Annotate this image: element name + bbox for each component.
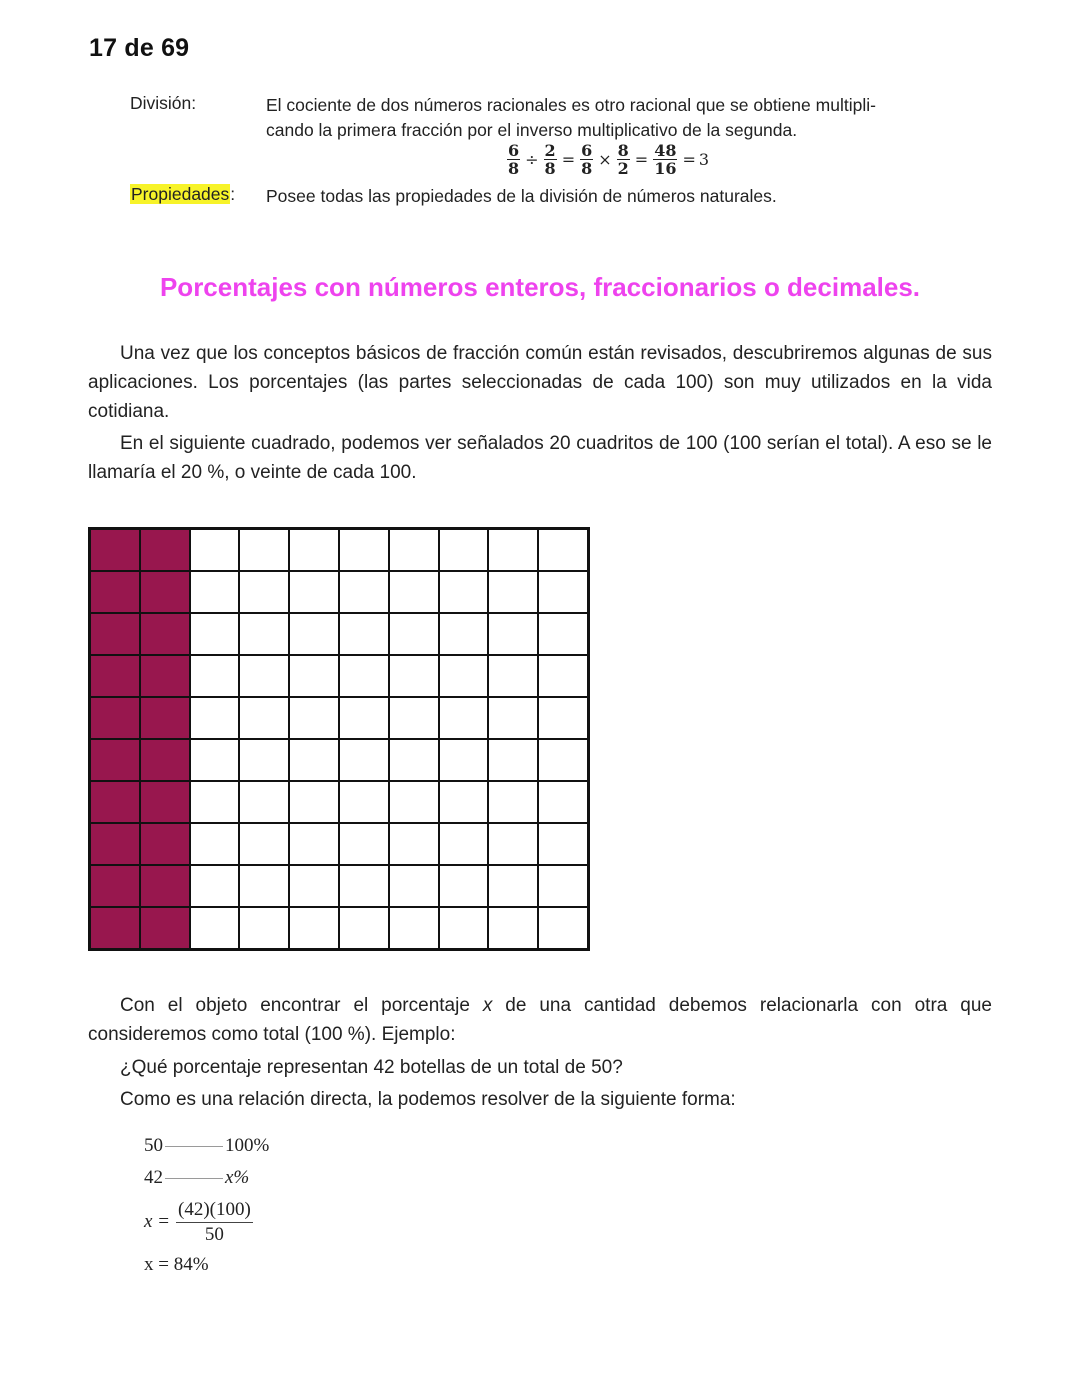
grid-cell (439, 781, 489, 823)
fraction: $\frac{6}{8}$ (508, 141, 520, 178)
division-definition (266, 93, 946, 143)
division-result: 3 (698, 150, 710, 169)
grid-cell (339, 697, 389, 739)
proportion-line (165, 1178, 223, 1179)
grid-cell (239, 613, 289, 655)
method-description: Como es una relación directa, la podemos resolver de la siguiente forma: (120, 1089, 736, 1110)
grid-cell (439, 907, 489, 949)
grid-cell (339, 823, 389, 865)
example-question: ¿Qué porcentaje representan 42 botellas de un total de 50? (120, 1057, 623, 1078)
properties-highlight: Propiedades (131, 184, 230, 204)
proportion-row-total: 50 100% (144, 1135, 270, 1156)
grid-cell (289, 697, 339, 739)
grid-cell (190, 697, 240, 739)
grid-cell (289, 739, 339, 781)
formula-fraction: $\frac{(42)(100)}{50}$ (178, 1198, 251, 1245)
x-result: x = 84% (144, 1254, 209, 1275)
grid-cell (289, 655, 339, 697)
grid-cell (538, 781, 588, 823)
grid-cell (339, 739, 389, 781)
grid-cell (488, 739, 538, 781)
grid-cell-filled (140, 613, 190, 655)
grid-cell (389, 739, 439, 781)
grid-cell (239, 823, 289, 865)
grid-cell (239, 865, 289, 907)
grid-cell-filled (90, 865, 140, 907)
grid-cell (538, 613, 588, 655)
grid-cell (538, 823, 588, 865)
grid-description-paragraph: En el siguiente cuadrado, podemos ver señalados 20 cuadritos de 100 (100 serían el total). A eso se le llamaría el 20 %, o veinte de cada 100. (88, 433, 992, 483)
grid-cell-filled (140, 529, 190, 571)
method-paragraph: Con el objeto encontrar el porcentaje x de una cantidad debemos relacionarla con otra que consideremos como total (100 %). Ejemplo: (88, 995, 992, 1045)
properties-label: Propiedades: (131, 184, 236, 204)
grid-cell (190, 613, 240, 655)
grid-cell-filled (140, 655, 190, 697)
grid-cell (339, 613, 389, 655)
grid-cell (439, 571, 489, 613)
grid-cell (289, 907, 339, 949)
grid-cell (339, 529, 389, 571)
grid-cell-filled (140, 781, 190, 823)
grid-cell (289, 571, 339, 613)
grid-cell (389, 571, 439, 613)
section-title: Porcentajes con números enteros, fraccionarios o decimales. (159, 272, 921, 302)
grid-cell (488, 613, 538, 655)
grid-cell (488, 907, 538, 949)
grid-cell-filled (140, 697, 190, 739)
grid-cell (339, 571, 389, 613)
grid-cell-filled (140, 865, 190, 907)
grid-cell-filled (140, 571, 190, 613)
grid-cell (289, 865, 339, 907)
grid-cell-filled (140, 823, 190, 865)
grid-cell (488, 865, 538, 907)
proportion-row-part: 42 x% (144, 1167, 250, 1188)
grid-cell (439, 865, 489, 907)
intro-paragraph: Una vez que los conceptos básicos de fracción común están revisados, descubriremos algunas de sus aplicaciones. Los porcentajes (las partes seleccionadas de cada 100) son muy utilizados en la vida cotidiana. (88, 343, 992, 422)
grid-cell (239, 529, 289, 571)
grid-cell (190, 781, 240, 823)
grid-cell (389, 823, 439, 865)
grid-cell (239, 571, 289, 613)
grid-cell (439, 739, 489, 781)
fraction: $\frac{48}{16}$ (654, 141, 677, 178)
properties-text: Posee todas las propiedades de la división de números naturales. (266, 186, 777, 206)
fraction: $\frac{6}{8}$ (581, 141, 593, 178)
grid-cell (538, 655, 588, 697)
grid-cell (488, 823, 538, 865)
grid-cell (289, 781, 339, 823)
grid-cell (339, 907, 389, 949)
grid-cell-filled (90, 613, 140, 655)
division-example-equation (505, 142, 709, 177)
grid-cell (239, 739, 289, 781)
grid-cell (339, 865, 389, 907)
grid-cell (439, 613, 489, 655)
grid-cell-filled (90, 655, 140, 697)
grid-cell (389, 865, 439, 907)
grid-cell (239, 655, 289, 697)
grid-cell (289, 613, 339, 655)
grid-cell (488, 571, 538, 613)
grid-cell (289, 823, 339, 865)
grid-cell (439, 823, 489, 865)
grid-cell (538, 571, 588, 613)
equals-sign: = (634, 150, 649, 169)
grid-cell (389, 907, 439, 949)
division-text-line2: cando la primera fracción por el inverso multiplicativo de la segunda. (266, 120, 798, 140)
equals-sign: = (682, 150, 696, 169)
division-text-line1: El cociente de dos números racionales es otro racional que se obtiene multipli- (266, 95, 876, 115)
grid-cell (538, 529, 588, 571)
grid-cell (439, 697, 489, 739)
fraction: $\frac{2}{8}$ (544, 141, 556, 178)
grid-cell (389, 529, 439, 571)
grid-cell (538, 697, 588, 739)
grid-cell (239, 781, 289, 823)
proportion-solution (144, 1130, 269, 1280)
grid-cell (488, 655, 538, 697)
grid-cell (239, 907, 289, 949)
grid-cell (339, 781, 389, 823)
grid-cell (190, 823, 240, 865)
grid-cell (389, 697, 439, 739)
grid-cell (190, 571, 240, 613)
grid-cell-filled (90, 907, 140, 949)
grid-cell (538, 739, 588, 781)
grid-cell (538, 907, 588, 949)
grid-cell (289, 529, 339, 571)
multiply-operator: × (598, 150, 612, 169)
grid-cell (389, 613, 439, 655)
variable-x: x (482, 995, 493, 1016)
grid-cell (538, 865, 588, 907)
x-formula: x = $\frac{(42)(100)}{50}$ (144, 1198, 251, 1245)
grid-cell (190, 907, 240, 949)
grid-cell-filled (90, 529, 140, 571)
proportion-line (165, 1146, 223, 1147)
grid-cell (239, 697, 289, 739)
grid-cell (488, 529, 538, 571)
grid-cell (339, 655, 389, 697)
percentage-grid (88, 527, 590, 951)
divide-operator: ÷ (525, 150, 539, 169)
grid-cell-filled (90, 571, 140, 613)
grid-cell (488, 781, 538, 823)
grid-cell-filled (140, 739, 190, 781)
division-label: División: (130, 93, 197, 113)
equals-sign: = (561, 150, 576, 169)
grid-cell-filled (90, 697, 140, 739)
grid-cell (190, 655, 240, 697)
grid-cell-filled (90, 781, 140, 823)
grid-cell (488, 697, 538, 739)
grid-cell-filled (140, 907, 190, 949)
grid-cell-filled (90, 823, 140, 865)
grid-cell (190, 865, 240, 907)
grid-cell (190, 739, 240, 781)
grid-cell (190, 529, 240, 571)
grid-cell (439, 529, 489, 571)
page-counter: 17 de 69 (89, 34, 190, 62)
fraction: $\frac{8}{2}$ (617, 141, 629, 178)
grid-cell (389, 655, 439, 697)
grid-cell (389, 781, 439, 823)
grid-cell-filled (90, 739, 140, 781)
grid-cell (439, 655, 489, 697)
